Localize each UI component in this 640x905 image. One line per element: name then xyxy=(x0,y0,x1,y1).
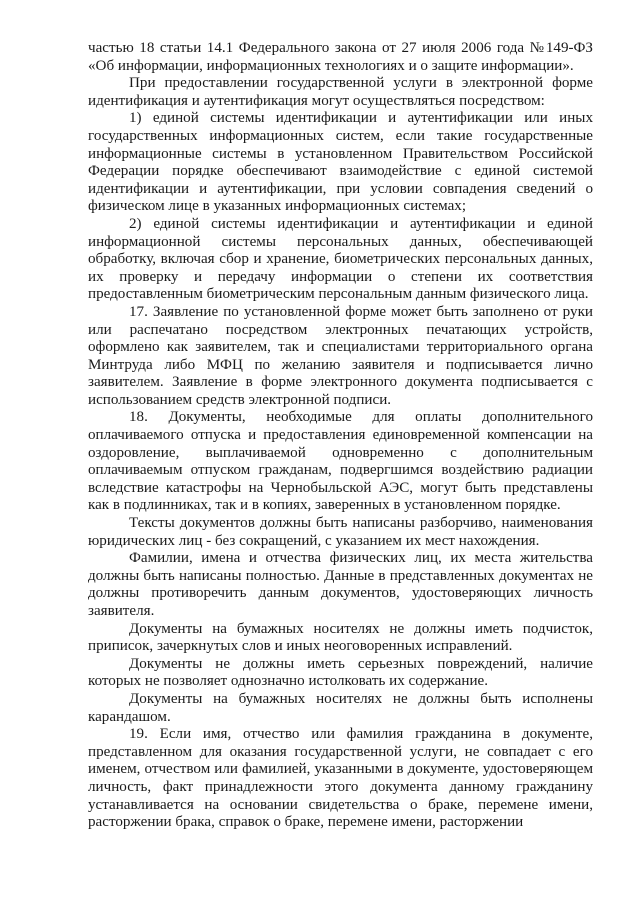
paragraph-electronic-form-identification: При предоставлении государственной услуги в электронной форме идентификация и аутентификация могут осуществляться посредством: xyxy=(88,75,593,109)
paragraph-names-full: Фамилии, имена и отчества физических лиц, их места жительства должны быть написаны полностью. Данные в представленных документах не должны противоречить данным документов, удостоверяющих личность заявителя. xyxy=(88,550,593,619)
paragraph-17: 17. Заявление по установленной форме может быть заполнено от руки или распечатано посредством электронных печатающих устройств, оформлено как заявителем, так и специалистами территориального органа Минтруда либо МФЦ по желанию заявителя и подписывается лично заявителем. Заявление в форме электронного документа подписывается с использованием средств электронной подписи. xyxy=(88,303,593,408)
paragraph-no-damage: Документы не должны иметь серьезных повреждений, наличие которых не позволяет однозначно истолковать их содержание. xyxy=(88,655,593,690)
paragraph-continuation: частью 18 статьи 14.1 Федерального закона от 27 июля 2006 года №149-ФЗ «Об информации, информационных технологиях и о защите информации». xyxy=(88,40,593,74)
paragraph-no-pencil: Документы на бумажных носителях не должны быть исполнены карандашом. xyxy=(88,690,593,725)
paragraph-no-erasures: Документы на бумажных носителях не должны иметь подчисток, приписок, зачеркнутых слов и иных неоговоренных исправлений. xyxy=(88,620,593,655)
paragraph-19: 19. Если имя, отчество или фамилия гражданина в документе, представленном для оказания государственной услуги, не совпадает с его именем, отчеством или фамилией, указанными в документе, удостоверяющем личность, факт принадлежности этого документа данному гражданину устанавливается на основании свидетельства о браке, перемене имени, расторжении брака, справок о браке, перемене имени, расторжении xyxy=(88,726,593,831)
paragraph-18: 18. Документы, необходимые для оплаты дополнительного оплачиваемого отпуска и предоставления единовременной компенсации на оздоровление, выплачиваемой одновременно с дополнительным оплачиваемым отпуском гражданам, подвергшимся воздействию радиации вследствие катастрофы на Чернобыльской АЭС, могут быть представлены как в подлинниках, так и в копиях, заверенных в установленном порядке. xyxy=(88,409,593,514)
paragraph-texts-legible: Тексты документов должны быть написаны разборчиво, наименования юридических лиц - без сокращений, с указанием их мест нахождения. xyxy=(88,515,593,549)
paragraph-item-2: 2) единой системы идентификации и аутентификации и единой информационной системы персональных данных, обеспечивающей обработку, включая сбор и хранение, биометрических персональных данных, их проверку и передачу информации о степени их соответствия предоставленным биометрическим персональным данным физического лица. xyxy=(88,215,593,303)
paragraph-item-1: 1) единой системы идентификации и аутентификации или иных государственных информационных систем, если такие государственные информационные системы в установленном Правительством Российской Федерации порядке обеспечивают взаимодействие с единой системой идентификации и аутентификации, при условии совпадения сведений о физическом лице в указанных информационных системах; xyxy=(88,110,593,215)
document-body xyxy=(88,40,593,832)
